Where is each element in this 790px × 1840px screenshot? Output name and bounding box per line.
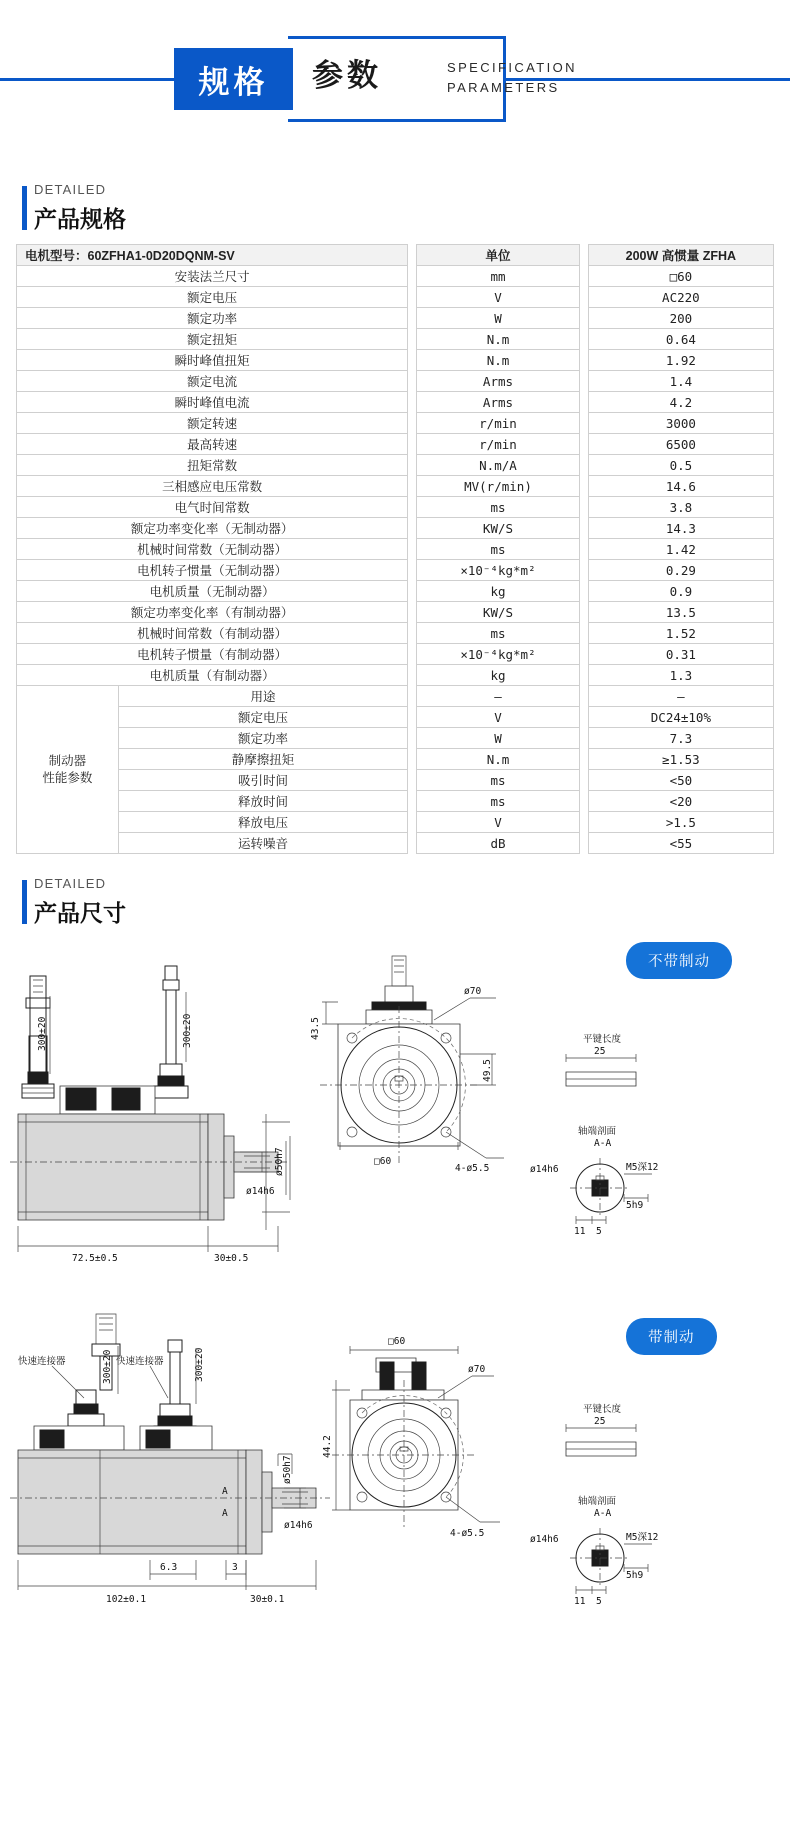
- row-label: 机械时间常数（有制动器）: [17, 623, 408, 644]
- spacer-cell: [408, 623, 417, 644]
- row-label: 用途: [118, 686, 407, 707]
- table-row: [17, 581, 774, 602]
- section-sub-label: A-A: [594, 1138, 612, 1149]
- badge-no-brake: 不带制动: [626, 942, 732, 979]
- row-unit: r/min: [417, 434, 579, 455]
- table-row: [17, 329, 774, 350]
- front-holes-label: 4-ø5.5: [455, 1163, 490, 1174]
- section-sub-label-brake: A-A: [594, 1508, 612, 1519]
- badge-with-brake: 带制动: [626, 1318, 717, 1355]
- mark-a-bottom: A: [222, 1508, 228, 1519]
- spacer-cell: [579, 644, 588, 665]
- header-model: 电机型号：60ZFHA1-0D20DQNM-SV: [17, 245, 408, 266]
- row-unit: N.m: [417, 329, 579, 350]
- spacer-cell: [579, 350, 588, 371]
- table-row: [17, 623, 774, 644]
- table-row: [17, 728, 774, 749]
- row-label: 三相感应电压常数: [17, 476, 408, 497]
- section-d14-label: ø14h6: [530, 1164, 559, 1175]
- key-length-label-brake: 25: [594, 1416, 606, 1427]
- row-label: 运转噪音: [118, 833, 407, 854]
- front-square-label: □60: [374, 1156, 392, 1167]
- spacer-cell: [408, 665, 417, 686]
- table-header-row: [17, 245, 774, 266]
- row-label: 静摩擦扭矩: [118, 749, 407, 770]
- row-label: 瞬时峰值电流: [17, 392, 408, 413]
- row-value: 0.5: [588, 455, 773, 476]
- cable-length-left-label: 300±20: [37, 1016, 48, 1051]
- spacer-cell: [579, 476, 588, 497]
- table-row: [17, 476, 774, 497]
- row-value: 6500: [588, 434, 773, 455]
- front-d70-label: ø70: [464, 986, 482, 997]
- brake-group-line1: 制动器: [48, 753, 87, 768]
- dim-63-label: 6.3: [160, 1562, 178, 1573]
- drawing-with-brake: [0, 1306, 790, 1636]
- table-row: [17, 686, 774, 707]
- front-d70-label-brake: ø70: [468, 1364, 486, 1375]
- section-m5-label: M5深12: [626, 1162, 659, 1173]
- banner-title-cn1: 规格: [174, 48, 293, 110]
- table-row: [17, 518, 774, 539]
- spacer-cell: [408, 266, 417, 287]
- row-value: 4.2: [588, 392, 773, 413]
- row-unit: Arms: [417, 392, 579, 413]
- table-row: [17, 707, 774, 728]
- row-unit: r/min: [417, 413, 579, 434]
- banner-title-en: [447, 58, 577, 98]
- table-row: [17, 308, 774, 329]
- row-label: 额定电压: [118, 707, 407, 728]
- spacer-cell: [408, 413, 417, 434]
- section-dims-cn: 产品尺寸: [34, 900, 126, 926]
- spacer-cell: [408, 644, 417, 665]
- banner-title-cn2: 参数: [312, 58, 382, 93]
- section-11-label: 11: [574, 1226, 586, 1237]
- spacer-cell: [408, 602, 417, 623]
- section-header-spec: [22, 182, 790, 234]
- row-unit: N.m/A: [417, 455, 579, 476]
- section-5h9-label-brake: 5h9: [626, 1570, 644, 1581]
- cable-length-right-label: 300±20: [182, 1013, 193, 1048]
- spacer-cell: [579, 497, 588, 518]
- row-value: □60: [588, 266, 773, 287]
- spec-table-wrap: [16, 244, 774, 854]
- motor-side-view-brake: [10, 1314, 330, 1554]
- table-row: [17, 833, 774, 854]
- spacer-cell: [579, 308, 588, 329]
- spacer-cell: [579, 623, 588, 644]
- drawing-no-brake: [0, 936, 790, 1306]
- row-unit: kg: [417, 581, 579, 602]
- row-unit: KW/S: [417, 518, 579, 539]
- row-label: 瞬时峰值扭矩: [17, 350, 408, 371]
- spacer-cell: [408, 686, 417, 707]
- spacer-cell: [408, 476, 417, 497]
- row-label: 安装法兰尺寸: [17, 266, 408, 287]
- dim-d14-label-brake: ø14h6: [284, 1520, 313, 1531]
- row-label: 最高转速: [17, 434, 408, 455]
- row-label: 扭矩常数: [17, 455, 408, 476]
- row-label: 电机转子惯量（有制动器）: [17, 644, 408, 665]
- dim-d14-label: ø14h6: [246, 1186, 275, 1197]
- spacer-cell: [408, 392, 417, 413]
- row-unit: mm: [417, 266, 579, 287]
- table-row: [17, 770, 774, 791]
- row-value: 13.5: [588, 602, 773, 623]
- front-top-dim-label: 43.5: [310, 1017, 321, 1040]
- row-label: 电机转子惯量（无制动器）: [17, 560, 408, 581]
- spacer-cell: [408, 770, 417, 791]
- row-unit: KW/S: [417, 602, 579, 623]
- banner-en-line1: SPECIFICATION: [447, 60, 577, 75]
- table-row: [17, 266, 774, 287]
- table-row: [17, 392, 774, 413]
- spacer-cell: [408, 434, 417, 455]
- spacer-cell: [408, 455, 417, 476]
- spacer-cell: [408, 308, 417, 329]
- table-row: [17, 812, 774, 833]
- drawings-area: [0, 936, 790, 1636]
- section-5h9-label: 5h9: [626, 1200, 644, 1211]
- header-value: 200W 高惯量 ZFHA: [588, 245, 773, 266]
- row-unit: dB: [417, 833, 579, 854]
- dim-length-label: 72.5±0.5: [72, 1253, 118, 1264]
- table-row: [17, 371, 774, 392]
- row-value: >1.5: [588, 812, 773, 833]
- row-unit: ×10⁻⁴kg*m²: [417, 644, 579, 665]
- dim-shaft-label: 30±0.5: [214, 1253, 249, 1264]
- spacer-cell: [579, 707, 588, 728]
- motor-front-view-nobrake: [320, 956, 478, 1164]
- row-unit: ×10⁻⁴kg*m²: [417, 560, 579, 581]
- row-value: 1.52: [588, 623, 773, 644]
- cable-length-right-label-brake: 300±20: [194, 1347, 205, 1382]
- row-unit: V: [417, 287, 579, 308]
- row-label: 额定扭矩: [17, 329, 408, 350]
- table-row: [17, 749, 774, 770]
- row-label: 释放电压: [118, 812, 407, 833]
- spacer-cell: [408, 329, 417, 350]
- section-5-label-brake: 5: [596, 1596, 602, 1607]
- table-row: [17, 497, 774, 518]
- spacer-cell: [579, 266, 588, 287]
- row-label: 电气时间常数: [17, 497, 408, 518]
- section-spec-cn: 产品规格: [34, 206, 126, 232]
- row-value: <55: [588, 833, 773, 854]
- row-value: 0.64: [588, 329, 773, 350]
- spacer-cell: [579, 812, 588, 833]
- spacer-cell: [579, 539, 588, 560]
- table-row: [17, 602, 774, 623]
- cable-length-left-label-brake: 300±20: [102, 1349, 113, 1384]
- row-value: 0.29: [588, 560, 773, 581]
- spacer-cell: [408, 518, 417, 539]
- spacer-cell: [579, 770, 588, 791]
- dim-d50-label: ø50h7: [274, 1147, 285, 1176]
- specification-table: [16, 244, 774, 854]
- spacer-cell: [579, 791, 588, 812]
- row-label: 额定电压: [17, 287, 408, 308]
- row-unit: W: [417, 728, 579, 749]
- spacer-cell: [579, 749, 588, 770]
- brake-group-line2: 性能参数: [42, 770, 93, 785]
- connector-left-label: 快速连接器: [18, 1356, 66, 1367]
- table-row: [17, 560, 774, 581]
- dim-shaft-label-brake: 30±0.1: [250, 1594, 285, 1605]
- row-value: ≥1.53: [588, 749, 773, 770]
- spacer-cell: [579, 833, 588, 854]
- row-unit: ms: [417, 791, 579, 812]
- row-value: 7.3: [588, 728, 773, 749]
- row-unit: —: [417, 686, 579, 707]
- row-unit: V: [417, 707, 579, 728]
- row-value: 1.92: [588, 350, 773, 371]
- spacer-cell: [408, 245, 417, 266]
- spacer-cell: [579, 329, 588, 350]
- spacer-cell: [579, 602, 588, 623]
- row-value: 3.8: [588, 497, 773, 518]
- row-unit: Arms: [417, 371, 579, 392]
- section-title-label-brake: 轴端剖面: [578, 1496, 617, 1507]
- row-label: 电机质量（有制动器）: [17, 665, 408, 686]
- row-label: 额定功率变化率（无制动器）: [17, 518, 408, 539]
- spacer-cell: [408, 812, 417, 833]
- spacer-cell: [579, 665, 588, 686]
- row-value: <20: [588, 791, 773, 812]
- row-unit: ms: [417, 539, 579, 560]
- table-row: [17, 644, 774, 665]
- spacer-cell: [408, 350, 417, 371]
- table-row: [17, 287, 774, 308]
- spacer-cell: [408, 749, 417, 770]
- row-value: —: [588, 686, 773, 707]
- row-unit: V: [417, 812, 579, 833]
- section-5-label: 5: [596, 1226, 602, 1237]
- row-value: 3000: [588, 413, 773, 434]
- spacer-cell: [408, 560, 417, 581]
- front-square-label-brake: □60: [388, 1336, 406, 1347]
- row-label: 电机质量（无制动器）: [17, 581, 408, 602]
- key-length-label: 25: [594, 1046, 606, 1057]
- mark-a-top: A: [222, 1486, 228, 1497]
- spacer-cell: [579, 392, 588, 413]
- row-value: 0.9: [588, 581, 773, 602]
- table-row: [17, 665, 774, 686]
- motor-front-view-brake: [332, 1358, 476, 1530]
- spacer-cell: [579, 245, 588, 266]
- section-accent-bar: [22, 880, 27, 924]
- row-value: DC24±10%: [588, 707, 773, 728]
- table-row: [17, 350, 774, 371]
- row-label: 额定功率变化率（有制动器）: [17, 602, 408, 623]
- section-accent-bar: [22, 186, 27, 230]
- row-label: 释放时间: [118, 791, 407, 812]
- page-banner: [0, 0, 790, 160]
- row-unit: kg: [417, 665, 579, 686]
- table-row: [17, 455, 774, 476]
- section-11-label-brake: 11: [574, 1596, 586, 1607]
- row-label: 吸引时间: [118, 770, 407, 791]
- row-label: 额定功率: [17, 308, 408, 329]
- row-unit: W: [417, 308, 579, 329]
- front-right-dim-label: 49.5: [482, 1059, 493, 1082]
- row-unit: N.m: [417, 749, 579, 770]
- table-row: [17, 791, 774, 812]
- row-value: 1.4: [588, 371, 773, 392]
- row-unit: ms: [417, 770, 579, 791]
- key-title-label: 平键长度: [583, 1034, 622, 1045]
- dim-length-label-brake: 102±0.1: [106, 1594, 147, 1605]
- row-value: 1.42: [588, 539, 773, 560]
- spacer-cell: [579, 371, 588, 392]
- connector-right-label: 快速连接器: [116, 1356, 164, 1367]
- section-header-dims: [22, 876, 790, 928]
- spacer-cell: [579, 455, 588, 476]
- spec-table-body: [17, 266, 774, 854]
- dim-3-label: 3: [232, 1562, 238, 1573]
- row-value: <50: [588, 770, 773, 791]
- spacer-cell: [579, 686, 588, 707]
- spacer-cell: [408, 539, 417, 560]
- dim-d50-label-brake: ø50h7: [282, 1455, 293, 1484]
- spacer-cell: [579, 434, 588, 455]
- spacer-cell: [408, 707, 417, 728]
- row-value: AC220: [588, 287, 773, 308]
- motor-side-view-nobrake: [10, 966, 290, 1220]
- section-dims-en: DETAILED: [34, 876, 107, 891]
- spacer-cell: [579, 560, 588, 581]
- row-label: 额定功率: [118, 728, 407, 749]
- row-unit: ms: [417, 623, 579, 644]
- spacer-cell: [408, 497, 417, 518]
- spacer-cell: [579, 581, 588, 602]
- spacer-cell: [579, 728, 588, 749]
- row-label: 额定电流: [17, 371, 408, 392]
- row-label: 机械时间常数（无制动器）: [17, 539, 408, 560]
- spacer-cell: [408, 833, 417, 854]
- row-label: 额定转速: [17, 413, 408, 434]
- row-unit: N.m: [417, 350, 579, 371]
- section-title-label: 轴端剖面: [578, 1126, 617, 1137]
- row-unit: ms: [417, 497, 579, 518]
- spacer-cell: [579, 413, 588, 434]
- section-d14-label-brake: ø14h6: [530, 1534, 559, 1545]
- row-value: 0.31: [588, 644, 773, 665]
- spacer-cell: [579, 518, 588, 539]
- table-row: [17, 539, 774, 560]
- front-holes-label-brake: 4-ø5.5: [450, 1528, 485, 1539]
- banner-en-line2: PARAMETERS: [447, 80, 560, 95]
- header-unit: 单位: [417, 245, 579, 266]
- spacer-cell: [408, 287, 417, 308]
- key-title-label-brake: 平键长度: [583, 1404, 622, 1415]
- row-value: 200: [588, 308, 773, 329]
- front-left-dim-label-brake: 44.2: [322, 1435, 333, 1458]
- section-m5-label-brake: M5深12: [626, 1532, 659, 1543]
- spacer-cell: [408, 791, 417, 812]
- table-row: [17, 413, 774, 434]
- spacer-cell: [408, 371, 417, 392]
- row-value: 14.3: [588, 518, 773, 539]
- row-unit: MV(r/min): [417, 476, 579, 497]
- row-value: 14.6: [588, 476, 773, 497]
- brake-group-label: [17, 686, 119, 854]
- section-spec-en: DETAILED: [34, 182, 107, 197]
- table-row: [17, 434, 774, 455]
- spacer-cell: [408, 581, 417, 602]
- spacer-cell: [408, 728, 417, 749]
- row-value: 1.3: [588, 665, 773, 686]
- spacer-cell: [579, 287, 588, 308]
